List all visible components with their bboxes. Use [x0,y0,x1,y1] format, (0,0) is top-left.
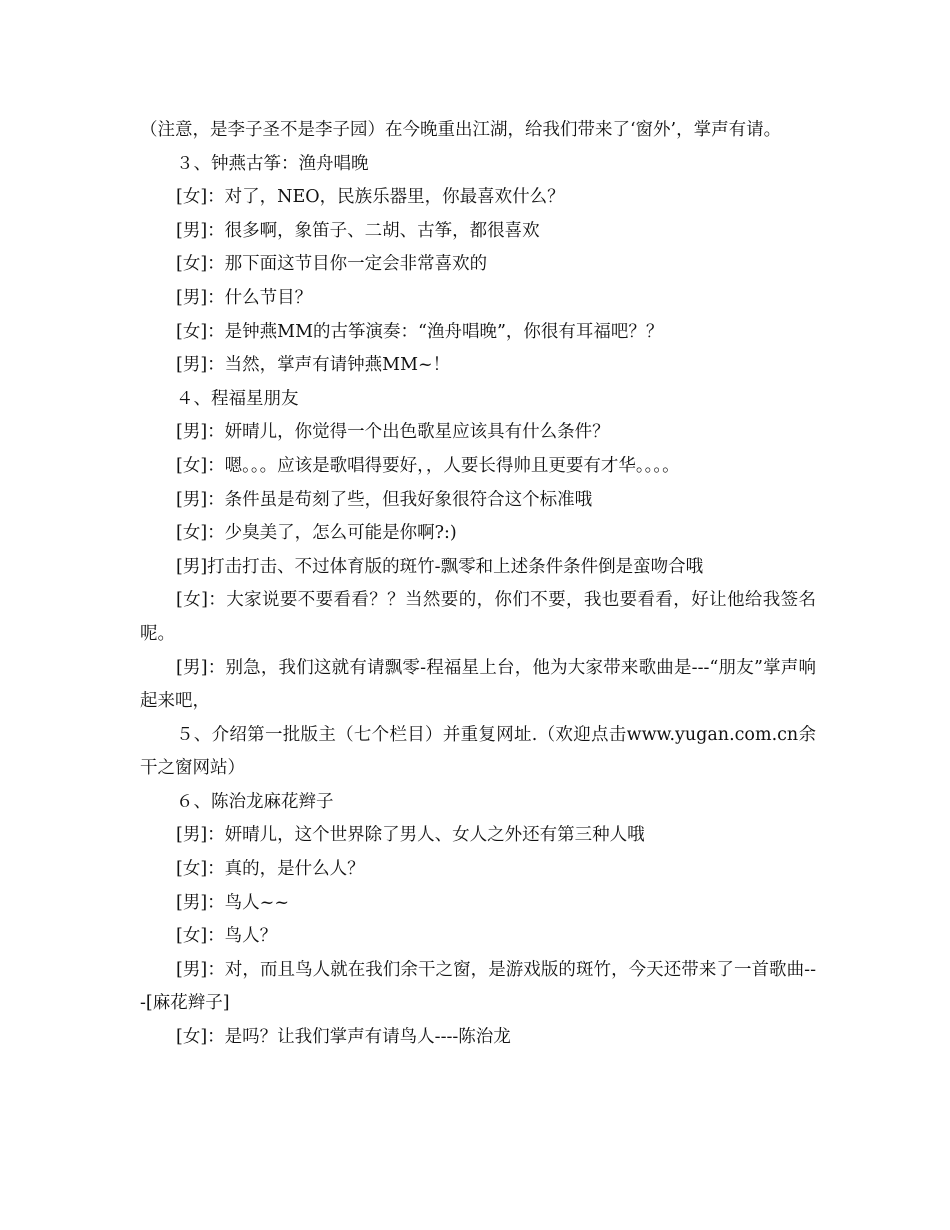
dialogue-line: [女]：是吗？让我们掌声有请鸟人----陈治龙 [176,1027,511,1048]
document-body [140,114,816,1055]
dialogue-line: [男]：对，而且鸟人就在我们余干之窗，是游戏版的斑竹，今天还带来了一首歌曲---[麻花辫子] [140,959,816,1014]
dialogue-line: [女]：对了，NEO，民族乐器里，你最喜欢什么？ [176,187,565,208]
dialogue-line: [男]：鸟人~~ [176,892,289,913]
dialogue-line: [女]：真的，是什么人？ [176,859,365,880]
section-heading: ３、钟燕古筝：渔舟唱晚 [176,153,369,174]
dialogue-line: [男]：妍晴儿，这个世界除了男人、女人之外还有第三种人哦 [176,825,645,846]
dialogue-line: [男]：当然，掌声有请钟燕MM~！ [176,355,451,376]
dialogue-line: [男]：条件虽是苟刻了些，但我好象很符合这个标准哦 [176,489,593,510]
dialogue-line: [女]：是钟燕MM的古筝演奏：“渔舟唱晚”，你很有耳福吧？？ [176,321,664,342]
paragraph: （注意，是李子圣不是李子园）在今晚重出江湖，给我们带来了‘窗外’，掌声有请。 [140,120,782,140]
section-heading: ５、介绍第一批版主（七个栏目）并重复网址.（欢迎点击www.yugan.com.cn余干之窗网站） [140,724,816,779]
dialogue-line: [男]：什么节目？ [176,287,313,308]
dialogue-line: [男]：很多啊，象笛子、二胡、古筝，都很喜欢 [176,220,540,241]
dialogue-line: [女]：嗯。。。应该是歌唱得要好，，人要长得帅且更要有才华。。。。 [176,455,680,476]
dialogue-line: [女]：鸟人？ [176,926,278,947]
section-heading: ６、陈治龙麻花辫子 [176,791,334,812]
dialogue-line: [女]：少臭美了，怎么可能是你啊?:) [176,523,457,544]
dialogue-line: [女]：那下面这节目你一定会非常喜欢的 [176,254,488,275]
dialogue-line: [男]打击打击、不过体育版的斑竹-飘零和上述条件条件倒是蛮吻合哦 [176,556,704,577]
dialogue-line: [女]：大家说要不要看看？？当然要的，你们不要，我也要看看，好让他给我签名呢。 [140,590,816,644]
dialogue-line: [男]：妍晴儿，你觉得一个出色歌星应该具有什么条件？ [176,422,610,443]
section-heading: ４、程福星朋友 [176,388,299,409]
dialogue-line: [男]：别急，我们这就有请飘零-程福星上台，他为大家带来歌曲是---“朋友”掌声响起来吧， [140,657,816,712]
